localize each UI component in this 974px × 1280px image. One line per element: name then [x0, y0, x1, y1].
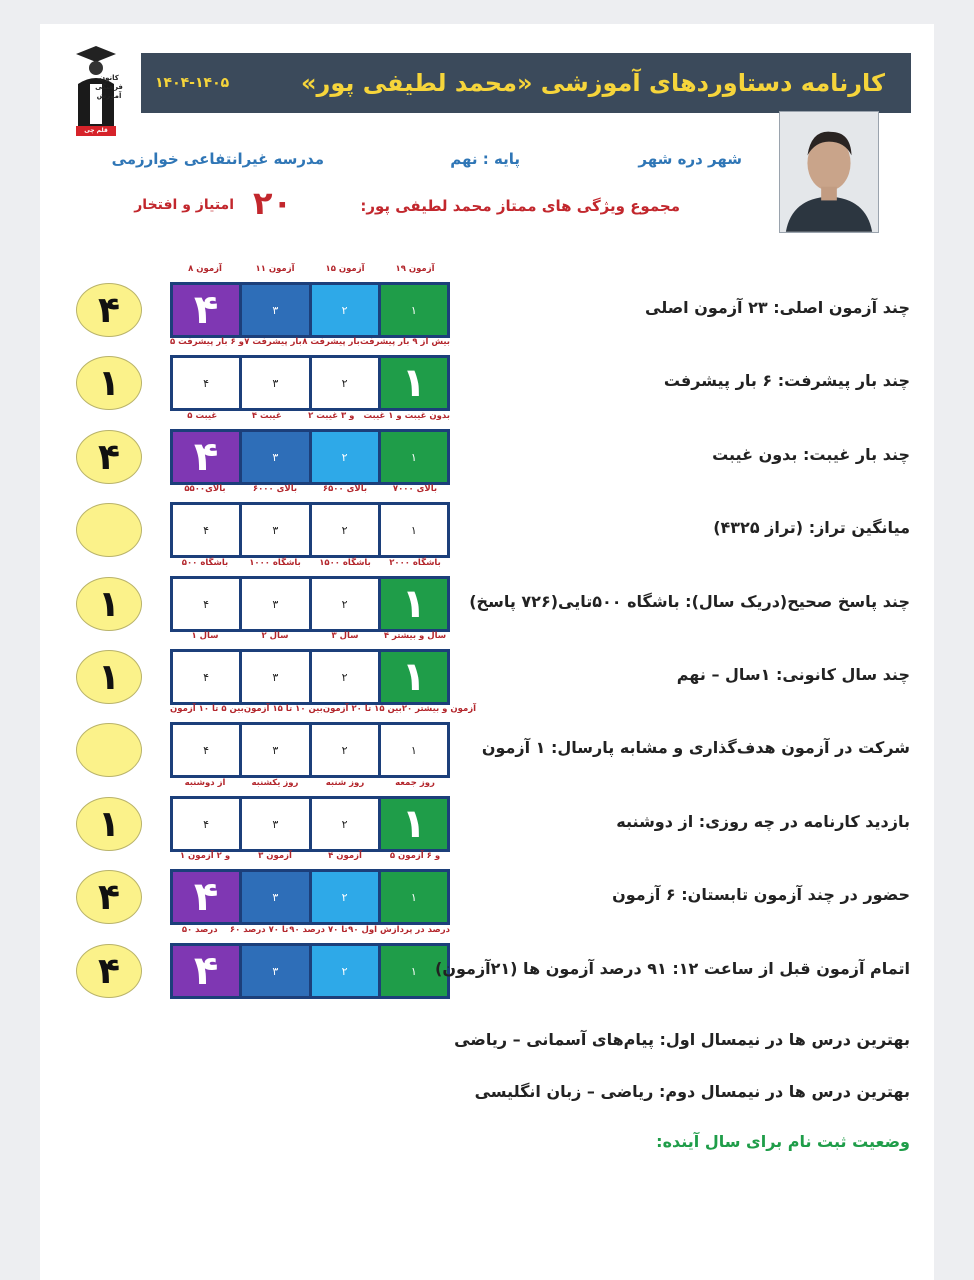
level-label: ۲ و ۳ غیبت [308, 411, 355, 421]
level-grid [170, 869, 450, 925]
level-label: بالای ۷۰۰۰ [392, 484, 438, 494]
level-label: ۱۵ آزمون [325, 264, 365, 274]
academic-year: ۱۴۰۴-۱۴۰۵ [155, 75, 230, 91]
level-label: ۱ سال [191, 631, 219, 641]
city: شهر دره شهر [638, 150, 742, 168]
criteria-text: حضور در چند آزمون تابستان: ۶ آزمون [612, 885, 910, 904]
level-label: ۵ و ۶ بار پیشرفت [170, 337, 244, 347]
level-label: ۴ غیبت [251, 411, 282, 421]
level-cell-2: ۲ [312, 799, 381, 849]
level-cell-4: ۴ [173, 579, 242, 629]
title-bar [141, 53, 911, 113]
row-score-circle: ۴ [76, 944, 142, 998]
level-cell-1: ۱ [381, 872, 447, 922]
level-label: ۹۰ تا ۷۰ درصد [289, 925, 348, 935]
level-cell-1: ۱ [381, 579, 447, 629]
level-label: بالای۵۵۰۰ [184, 484, 226, 494]
level-label: بدون غیبت و ۱ غیبت [363, 411, 450, 421]
level-grid [170, 282, 450, 338]
level-cell-2: ۲ [312, 505, 381, 555]
level-label: ۱ و ۲ آزمون [179, 851, 231, 861]
criteria-text: میانگین تراز: (تراز ۴۳۲۵) [713, 518, 910, 537]
level-cell-4: ۴ [173, 285, 242, 335]
logo-text: کانون فرهنگی آموزش [95, 74, 123, 100]
level-label: ۶۰ تا ۷۰ درصد [229, 925, 289, 935]
level-label: ۷ بار پیشرفت [244, 337, 302, 347]
level-grid [170, 943, 450, 999]
level-grid [170, 429, 450, 485]
level-label: باشگاه ۵۰۰ [181, 558, 229, 568]
level-cell-1: ۱ [381, 358, 447, 408]
level-label: بالای ۶۵۰۰ [322, 484, 368, 494]
criteria-text: چند بار غیبت: بدون غیبت [712, 445, 910, 464]
level-cell-3: ۳ [242, 358, 311, 408]
criteria-labels [170, 851, 450, 861]
level-cell-2: ۲ [312, 725, 381, 775]
level-label: روز شنبه [325, 778, 365, 788]
level-cell-4: ۴ [173, 799, 242, 849]
row-score-circle: ۱ [76, 577, 142, 631]
level-label: باشگاه ۲۰۰۰ [389, 558, 441, 568]
level-cell-1: ۱ [381, 725, 447, 775]
level-cell-2: ۲ [312, 946, 381, 996]
level-cell-3: ۳ [242, 505, 311, 555]
criteria-labels [170, 778, 450, 788]
row-score-circle: ۴ [76, 430, 142, 484]
level-cell-4: ۴ [173, 725, 242, 775]
row-score-circle [76, 503, 142, 557]
level-cell-3: ۳ [242, 652, 311, 702]
level-cell-4: ۴ [173, 432, 242, 482]
criteria-text: چند آزمون اصلی: ۲۳ آزمون اصلی [645, 298, 910, 317]
criteria-labels [170, 925, 450, 935]
level-label: ۸ بار پیشرفت [302, 337, 360, 347]
criteria-text: چند بار پیشرفت: ۶ بار پیشرفت [663, 371, 910, 390]
level-label: ۲۰ آزمون و بیشتر [401, 704, 477, 714]
level-label: ۳ سال [331, 631, 359, 641]
level-cell-3: ۳ [242, 579, 311, 629]
level-label: از دوشنبه [184, 778, 226, 788]
total-label: امتیاز و افتخار [134, 197, 234, 213]
criteria-text: شرکت در آزمون هدف‌گذاری و مشابه پارسال: ۱ آزمون [481, 738, 910, 757]
row-score-circle: ۱ [76, 650, 142, 704]
level-cell-2: ۲ [312, 579, 381, 629]
level-label: ۱۱ آزمون [255, 264, 295, 274]
level-cell-4: ۴ [173, 505, 242, 555]
level-cell-1: ۱ [381, 946, 447, 996]
level-cell-2: ۲ [312, 432, 381, 482]
level-label: ۴ سال و بیشتر [383, 631, 447, 641]
row-score-circle: ۱ [76, 797, 142, 851]
best-lessons-second-term: بهترین درس ها در نیمسال دوم: ریاضی – زبان انگلیسی [474, 1082, 910, 1101]
level-label: ۸ آزمون [188, 264, 222, 274]
criteria-labels [170, 631, 450, 641]
student-photo [779, 111, 879, 233]
kanoon-logo [68, 44, 124, 140]
criteria-text: بازدید کارنامه در چه روزی: از دوشنبه [616, 812, 910, 831]
level-label: باشگاه ۱۰۰۰ [249, 558, 301, 568]
criteria-labels [170, 484, 450, 494]
level-label: بین ۵ تا ۱۰ آزمون [170, 704, 244, 714]
level-grid [170, 576, 450, 632]
level-cell-1: ۱ [381, 505, 447, 555]
level-grid [170, 355, 450, 411]
criteria-labels [170, 264, 450, 274]
criteria-labels [170, 411, 450, 421]
level-cell-3: ۳ [242, 872, 311, 922]
logo-brand: قلم چی [84, 127, 108, 134]
level-cell-4: ۴ [173, 652, 242, 702]
level-cell-1: ۱ [381, 285, 447, 335]
level-cell-4: ۴ [173, 358, 242, 408]
level-label: ۲ سال [261, 631, 289, 641]
level-cell-2: ۲ [312, 285, 381, 335]
level-cell-1: ۱ [381, 652, 447, 702]
level-label: بالای ۶۰۰۰ [252, 484, 298, 494]
total-score: ۲۰ [252, 184, 292, 222]
grade: پایه : نهم [450, 150, 520, 168]
school-name: مدرسه غیرانتفاعی خوارزمی [111, 150, 324, 168]
criteria-labels [170, 337, 450, 347]
level-label: روز یکشنبه [251, 778, 299, 788]
row-score-circle: ۴ [76, 870, 142, 924]
level-grid [170, 722, 450, 778]
level-cell-4: ۴ [173, 872, 242, 922]
level-cell-2: ۲ [312, 358, 381, 408]
page-title: کارنامه دستاوردهای آموزشی «محمد لطیفی پور» [301, 69, 885, 97]
level-grid [170, 796, 450, 852]
level-cell-2: ۲ [312, 652, 381, 702]
level-label: بین ۱۰ تا ۱۵ آزمون [243, 704, 323, 714]
level-grid [170, 649, 450, 705]
level-label: ۱۹ آزمون [395, 264, 435, 274]
criteria-labels [170, 558, 450, 568]
row-score-circle: ۱ [76, 356, 142, 410]
level-cell-4: ۴ [173, 946, 242, 996]
level-cell-2: ۲ [312, 872, 381, 922]
criteria-text: چند پاسخ صحیح(دریک سال): باشگاه ۵۰۰تایی(۷۲۶ پاسخ) [469, 592, 910, 611]
level-cell-3: ۳ [242, 725, 311, 775]
criteria-text: اتمام آزمون قبل از ساعت ۱۲: ۹۱ درصد آزمون ها (۲۱آزمون) [435, 959, 910, 978]
level-label: روز جمعه [395, 778, 435, 788]
level-label: ۵۰ درصد [181, 925, 218, 935]
level-cell-1: ۱ [381, 799, 447, 849]
level-label: ۵ غیبت [187, 411, 218, 421]
level-label: ۹۰ درصد در پردازش اول [348, 925, 450, 935]
row-score-circle [76, 723, 142, 777]
level-cell-3: ۳ [242, 799, 311, 849]
level-label: بیش از ۹ بار پیشرفت [360, 337, 450, 347]
features-label: مجموع ویژگی های ممتاز محمد لطیفی پور: [360, 197, 680, 215]
level-label: ۴ آزمون [328, 851, 362, 861]
row-score-circle: ۴ [76, 283, 142, 337]
registration-status: وضعیت ثبت نام برای سال آینده: [656, 1132, 910, 1151]
level-cell-3: ۳ [242, 946, 311, 996]
level-label: بین ۱۵ تا ۲۰ آزمون [322, 704, 402, 714]
criteria-labels [170, 704, 477, 714]
level-grid [170, 502, 450, 558]
level-label: ۵ و ۶ آزمون [389, 851, 441, 861]
level-label: ۳ آزمون [258, 851, 292, 861]
level-label: باشگاه ۱۵۰۰ [319, 558, 371, 568]
level-cell-3: ۳ [242, 432, 311, 482]
criteria-text: چند سال کانونی: ۱سال – نهم [676, 665, 910, 684]
level-cell-3: ۳ [242, 285, 311, 335]
best-lessons-first-term: بهترین درس ها در نیمسال اول: پیام‌های آسمانی – ریاضی [454, 1030, 910, 1049]
level-cell-1: ۱ [381, 432, 447, 482]
